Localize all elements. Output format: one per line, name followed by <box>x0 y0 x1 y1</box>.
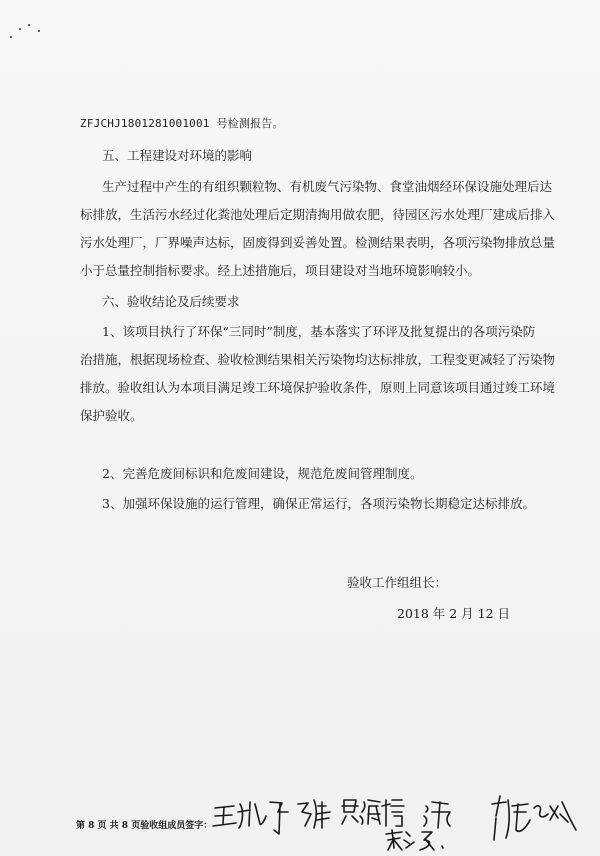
item-1-line-2: 治措施，根据现场检查、验收检测结果相关污染物均达标排放，工程变更减轻了污染物 <box>80 352 556 367</box>
section-5-text-line-2: 标排放，生活污水经过化粪池处理后定期清掏用做农肥，待园区污水处理厂建成后排入 <box>80 207 556 222</box>
sign-date: 2018 年 2 月 12 日 <box>397 606 511 621</box>
report-reference-line: ZFJCHJ1801281001001 号检测报告。 <box>80 117 284 130</box>
speck <box>19 28 21 30</box>
signature-1 <box>213 802 288 834</box>
signature-3 <box>342 800 404 826</box>
speck <box>28 24 30 26</box>
item-1-line-1: 1、该项目执行了环保“三同时”制度，基本落实了环评及批复提出的各项污染防 <box>102 324 536 339</box>
footer-member-signature-label: 第 8 页 共 8 页验收组成员签字： <box>76 821 213 831</box>
section-6-heading: 六、验收结论及后续要求 <box>102 294 240 309</box>
leader-signature-label: 验收工作组组长： <box>347 575 448 590</box>
signature-6 <box>386 830 443 850</box>
section-5-text-line-1: 生产过程中产生的有组织颗粒物、有机废气污染物、食堂油烟经环保设施处理后达 <box>102 179 553 194</box>
item-1-line-4: 保护验收。 <box>80 408 143 423</box>
speck <box>10 36 12 38</box>
signature-5 <box>492 796 576 840</box>
scan-specks <box>10 22 50 46</box>
speck <box>38 30 40 32</box>
section-5-text-line-4: 小于总量控制指标要求。经上述措施后，项目建设对当地环境影响较小。 <box>80 263 481 278</box>
section-5-text-line-3: 污水处理厂，厂界噪声达标，固废得到妥善处置。检测结果表明，各项污染物排放总量 <box>80 235 556 250</box>
section-5-heading: 五、工程建设对环境的影响 <box>102 148 253 163</box>
handwritten-signatures <box>210 790 590 852</box>
signature-4 <box>424 802 450 828</box>
signature-2 <box>298 800 330 828</box>
item-1-line-3: 排放。验收组认为本项目满足竣工环境保护验收条件，原则上同意该项目通过竣工环境 <box>80 380 556 395</box>
item-2: 2、完善危废间标识和危废间建设，规范危废间管理制度。 <box>102 466 423 481</box>
item-3: 3、加强环保设施的运行管理，确保正常运行，各项污染物长期稳定达标排放。 <box>102 496 535 511</box>
